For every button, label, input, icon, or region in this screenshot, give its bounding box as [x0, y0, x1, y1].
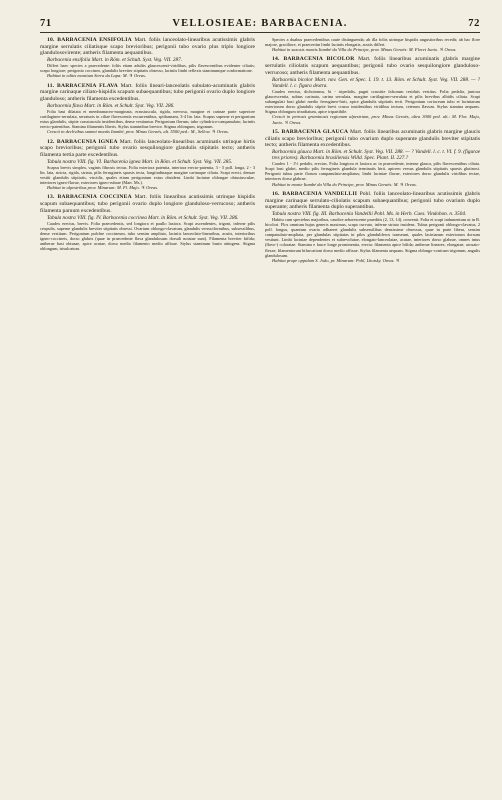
habitat: Crescit in declivibus summi montis Itambé, prov. Minas Geraës, alt. 5500 ped.: M., Sellow. ♃ Oreas.: [47, 129, 229, 135]
species-diagnosis: 14. BARBACENIA BICOLOR Mart. foliis linearibus acuminatis glabris margine serrulatis ciliolatis scapum aequantibus; perigonii tubo ovario sesquilongiore glanduloso-verrucoso; antheris filamenta aequantibus.: [265, 56, 480, 76]
running-head: [40, 18, 480, 33]
description: Caudex 1 - 1½ pedalis, erectus. Folia longiora et laxiora ac in praecedente, intense glauca, pilis flavescentibus ciliata. Scapi basi glabri, medio pilis ferrugineis glandula terminatis hirti, apicem versus glandulis stipitatis sparsis glutinosi. Perigonii tubus parte florum campanulato-ampliatus; limbi laciniae flavae, exteriores dorso glandulis viridibus tectae, interiores dorso glabrae.: [265, 161, 480, 182]
running-title: VELLOSIEAE: BARBACENIA.: [172, 18, 348, 29]
species-entry: [265, 191, 480, 263]
synonymy: Tabula nostra VIII. fig. IV. Barbacenia coccinea Mart. in Röm. et Schult. Syst. Veg. VII. 286.: [47, 214, 239, 221]
species-diagnosis: 11. BARBACENIA FLAVA Mart. foliis lineari-lanceolatis subulato-acuminatis glabris margine carinaque ciliato-hispidis scapum subaequantibus; tubo perigonii ovario duplo longiore glanduloso; antheris filamenta excedentibus.: [40, 82, 255, 103]
species-entry: [265, 56, 480, 124]
description: Habitu cum speciebus majoribus, caudice arborescente praeditis (2, 13, 14), convenit. Folia et scapi indumentum ut in B. bicolori. Flos omnium hujus generis maximus, scapo curvato, inferne striato insidens. Tubus perigonii oblongo-clavatus, 2 poll. longus, quantum ovario adhaeret glandulis subsessilibus densissime obsessus, quae in parte libera, sensim campanulato-ampliata, per glandulas stipitatas in pilos glanduliferos transeunt, quales laciniarum exteriorum dorsum vestiunt. Limbi laciniae dependentes et subrevolutae, elongato-lanceolatae, acutae, interiores dorso glabrae, omnes intus (flavo-) coloratae. Stamina e fauce longe prominentia, erecta: filamenta apice bifida; antherae lineares, elongatae, arcuato-flexae, filamentorum bifurcationi dorso medio affixae. Stylus filamenta aequans. Stigma oblongo-conicum trigonum, angulis glandulosum.: [265, 217, 480, 258]
species-entry: [265, 129, 480, 187]
habitat: Habitat in editis montium Serra da Lapa: M. ♃ Oreas.: [47, 73, 146, 79]
habitat: Habitat prope oppidum S. João, pr. Minarum: Pohl, Lhotsky. Oreas. ♃: [272, 257, 400, 263]
synonymy: Barbacenia flava Mart. in Röm. et Schult. Syst. Veg. VII. 286.: [47, 102, 175, 109]
species-name: 16. BARBACENIA VANDELLII: [272, 190, 358, 197]
synonymy: Tabula nostra VIII. fig. VI. Barbacenia ignea Mart. in Röm. et Schult. Syst. Veg. VII. 285.: [47, 158, 233, 165]
species-name: 10. BARBACENIA ENSIFOLIA: [47, 37, 132, 43]
synonymy: Barbacenia ensifolia Mart. in Röm. et Schult. Syst. Veg. VII. 287.: [47, 57, 182, 64]
species-entry-continued: [265, 37, 480, 52]
species-name: 13. BARBACENIA COCCINEA: [47, 194, 132, 201]
synonymy: Tabula nostra VIII. fig. III. Barbacenia Vandellii Pohl. Ms. in Herb. Caes. Vindobon. n. 3504.: [272, 210, 467, 217]
habitat: Habitat in monte Itambé da Villa do Principe, prov. Minas Geraës: M. ♃ Oreas.: [272, 181, 417, 187]
description: Caudex erectus, dichotomus, bi - tripedalis, pugni crassitie falsorum residuis vestitus. Folia pedalia, juniora glaucescentia, subtus carinata, carina serrulata, margine cartilagineo-serrulata et pilis brevibus albidis ciliata. Scapi subangulati basi glabri medio ferrugineo-hirti, apice glandulis stipitatis tecti. Perigonium coriaceum tubo et laciniarum exteriorum dorso glandulis stipite brevi crasso insidentibus viridibus tectum, ceterum flavum. Stylus stamina aequans. Stigma oblongum triradiatum, apice tripartibile.: [265, 88, 480, 115]
synonymy: Barbacenia bicolor Mart. nov. Gen. et Spec. I. 19. t. 13. Röm. et Schult. Syst. Veg. VII. 288. — ? Vandell. l. c. figura dextra.: [272, 76, 480, 89]
species-diagnosis: 10. BARBACENIA ENSIFOLIA Mart. foliis lanceolato-linearibus acutissimis glabris margine serrulatis ciliatisque scapo brevioribus; perigonii tubo ovario plus triplo longiore glandulosovirente; antheris filamenta aequantibus.: [40, 37, 255, 57]
species-entry: [40, 83, 255, 135]
description: Caudex erectus, brevis. Folia praecedentis, sed longiora et paullo laxiora. Scapi ascendentes, trigoni, inferne pilis crispulis, superne glandulis breviter stipitatis obsessi. Ovarium oblongo-clavatum, glandulis verruciformibus, subsessilibus, dense vestitum. Perigonium pulchre coccineum, tubo sensim ampliato, laciniis lanceolato-linearibus, acutis, interioribus igneo-coccineis, dorso glabris (quae in praecedente flava glandulosum dorsali notatae sunt). Filamenta breviter bifida; antherae basi obtusae, apice acutae, dorso medio filamento medio affixae. Stylus staminum basin attingens. Stigma oblongum, trisulcatum.: [40, 220, 255, 252]
right-column: [265, 37, 480, 265]
page-number: 71: [40, 18, 52, 29]
synonymy: Barbacenia glauca Mart. in Röm. et Schult. Syst. Veg. VII. 288. — ? Vandell. l. c. t. VI. f. 9. (figurae tres priores). Barbacenia brasiliensis Willd. Spec. Plant. II. 227.?: [272, 148, 480, 162]
description: Scapus brevis simplex, vaginis fibrosis tectus. Folia exteriora patentia, interiora erecto-patentia, 3 - 5 poll. longa, 2 - 3 lin. lata, stricta, rigida, striata, pilis ferrugineis sparsis tecta, longitudinaque margine carinaque ciliata. Scapi erecti, densae vestiti glandulis stipitatis, viscidis, quales etiam perigonium extus obsident. Limbi laciniae oblongae obtusiusculae, interiores igneo-flavae, exteriores igneo-rubrae (Mart. Ms.).: [40, 164, 255, 186]
description: Folia basi dilatata et membranaceo-marginata, erassiuscula, rigida, nervosa, margine et carinae parte superiore cartilagineo-serrulata, serraturis in ciliae flavescentis excurrentibus, spithamaea, 3-4 lin. lata. Scapus superne et perigonium extus glandulis, stipite crassiusculo insidentibus, dense vestiuntur. Perigonium flavum, tubo cylindrico-campanulato; laciniis erecto-patentibus. Stamina filamentis liberis. Stylus staminibus brevior. Stigma oblongum, trigonum.: [40, 108, 255, 130]
habitat: Crescit in petrosis graminosis regionum alpestrium, prov. Minas Geraës, ultra 3000 ped. alt.: M. Flor. Majo, Junio. ♃ Oreas.: [272, 114, 480, 125]
habitat: Habitat in saxosis montis Itambé da Villa do Principe, prov. Minas Geraës: M. Floret Junio. ♃ Oreas.: [272, 47, 457, 53]
species-diagnosis: 13. BARBACENIA COCCINEA Mart. foliis linearibus acutissimis utrinque hispidis scapum subaequantibus; tubo perigonii ovario duplo longiore glanduloso-verrucoso; antheris filamenta paruum excedentibus.: [40, 194, 255, 214]
species-name: 11. BARBACENIA FLAVA: [47, 82, 118, 89]
species-entry: [40, 37, 255, 79]
text-columns: [40, 37, 480, 265]
species-name: 12. BARBACENIA IGNEA: [47, 138, 118, 145]
species-diagnosis: 16. BARBACENIA VANDELLII Pohl. foliis lanceolato-linearibus acutissimis glabris margine carinaque serrulato-ciliolatis scapum subaequantibus; perigonii tubo ovarium duplo superante; antheris filamenta duplo superantibus.: [265, 190, 480, 211]
plate-number: 72: [468, 18, 480, 29]
species-name: 15. BARBACENIA GLAUCA: [272, 128, 349, 135]
description: Differt haec species a praecedente: foliis etiam adultis glaucescenti-viridibus, pilis flavescentibus evidenter ciliatis; scapo longiore; perigonio coccineo, glandulis breviter stipitatis obsesso, laciniis limbi reflexis staminumque conformatione.: [40, 63, 255, 74]
habitat: Habitat in alpestribus prov. Minarum: M. Fl. Majo. ♃ Oreas.: [47, 185, 159, 191]
description: Species a duabus praecedentibus caute distinguenda; ab illa foliis utrinque hispidis angustioribus recedit; ab hac flore majore, graciliore, et praecertim limbi laciniis elongatis, acutis differt.: [265, 37, 480, 48]
species-entry: [40, 194, 255, 251]
species-entry: [40, 139, 255, 191]
species-name: 14. BARBACENIA BICOLOR: [272, 56, 355, 63]
species-diagnosis: 15. BARBACENIA GLAUCA Mart. foliis linearibus acuminatis glabris margine glaucis ciliatis scapo brevioribus; perigonii tubo ovarium duplo superante glandulis breviter stipitatis tecto; antheris filamenta excedentibus.: [265, 128, 481, 149]
species-diagnosis: 12. BARBACENIA IGNEA Mart. foliis lanceolato-linearibus acuminatis utrinque hirtis scapo brevioribus; perigonii tubo ovario sesquilongiore glandulis stipitatis tecto; antheris filamenta tertia parte excedentibus.: [40, 138, 255, 158]
left-column: [40, 37, 255, 265]
